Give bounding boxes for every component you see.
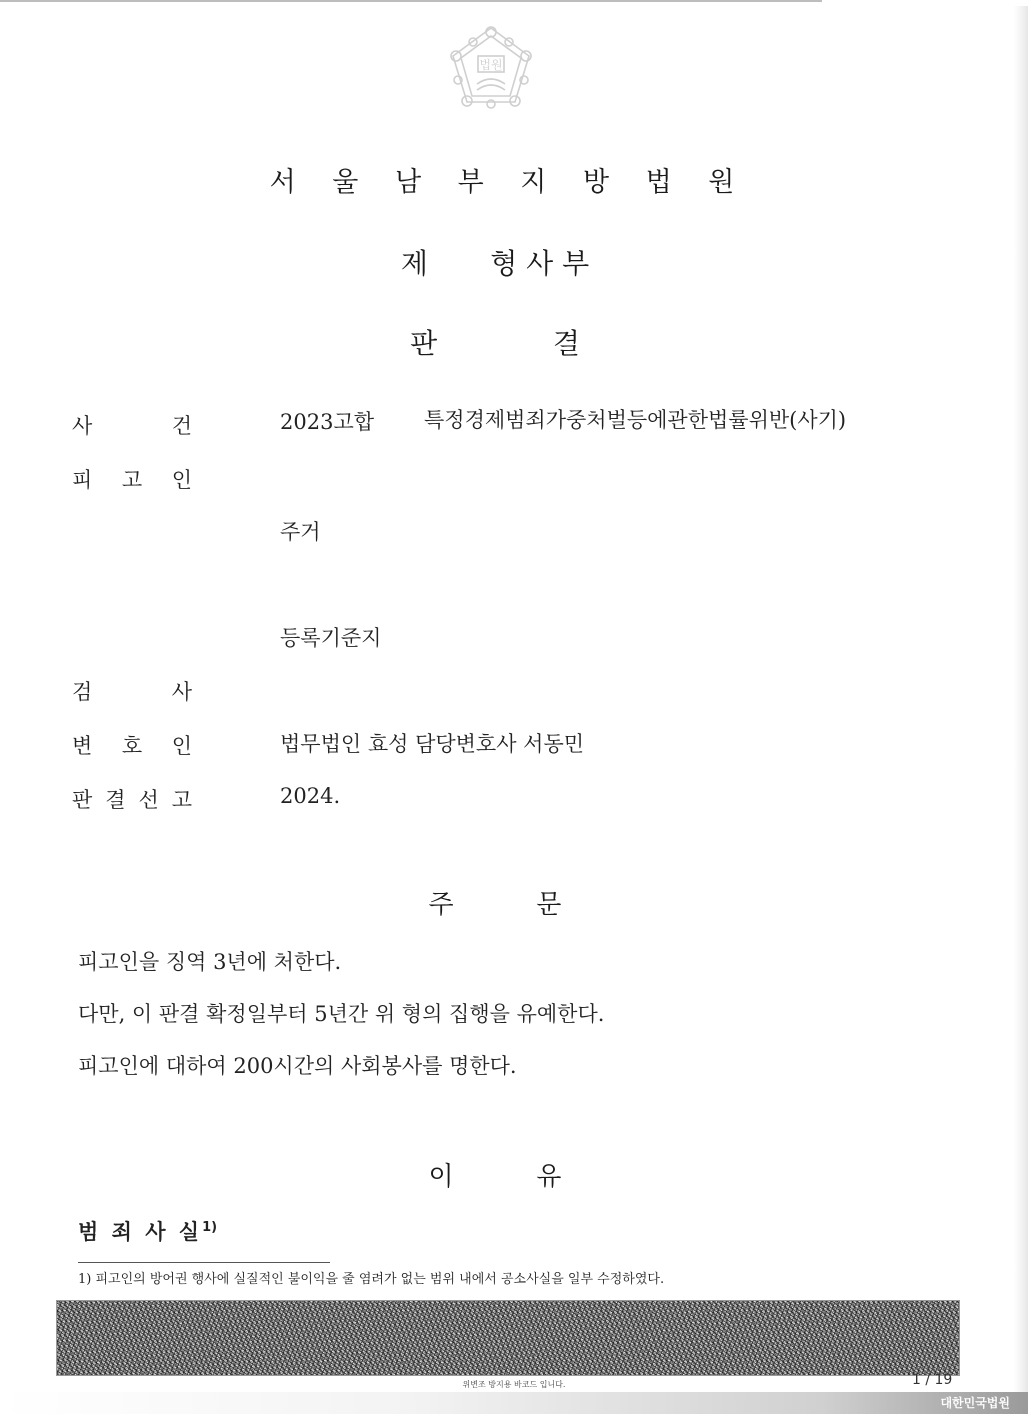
footnote-mark: 1) <box>202 1220 218 1235</box>
page-number: 1 / 19 <box>912 1372 953 1388</box>
registration-label: 등록기준지 <box>280 626 382 650</box>
crime-facts-heading: 범 죄 사 실$^{1)}$ <box>78 1220 218 1244</box>
case-number: 2023고합 <box>280 410 375 434</box>
order-line-2: 다만, 이 판결 확정일부터 5년간 위 형의 집행을 유예한다. <box>78 1002 605 1026</box>
sentencing-date-value: 2024. <box>280 784 341 808</box>
scan-edge-shadow <box>1014 6 1028 1410</box>
order-line-3: 피고인에 대하여 200시간의 사회봉사를 명한다. <box>78 1054 517 1078</box>
residence-label: 주거 <box>280 520 321 544</box>
footnote-text: 1) 피고인의 방어권 행사에 실질적인 불이익을 줄 염려가 없는 범위 내에서 공소사실을 일부 수정하였다. <box>78 1272 665 1287</box>
sentencing-date-label: 판 결 선 고 <box>72 788 192 812</box>
reasons-section-title: 이 유 <box>428 1162 562 1192</box>
order-line-1: 피고인을 징역 3년에 처한다. <box>78 950 342 974</box>
court-stamp-text: 대한민국법원 <box>940 1396 1010 1410</box>
order-section-title: 주 문 <box>428 890 562 920</box>
counsel-label: 변 호 인 <box>72 734 192 758</box>
emblem-text: 법원 <box>479 58 503 72</box>
department-name: 제 형 사 부 <box>400 247 590 280</box>
counsel-value: 법무법인 효성 담당변호사 서동민 <box>280 732 585 756</box>
prosecutor-label: 검 사 <box>72 680 192 704</box>
document-type-title: 판 결 <box>410 327 580 360</box>
bottom-shadow-bar <box>0 1392 1028 1414</box>
anti-forgery-barcode <box>56 1300 960 1376</box>
court-name: 서 울 남 부 지 방 법 원 <box>269 167 749 198</box>
footnote-divider <box>78 1262 330 1263</box>
defendant-label: 피 고 인 <box>72 468 192 492</box>
case-name: 특정경제범죄가중처벌등에관한법률위반(사기) <box>424 408 847 432</box>
top-rule <box>0 0 822 2</box>
case-label: 사 건 <box>72 414 192 438</box>
barcode-caption: 위변조 방지용 바코드 입니다. <box>462 1380 566 1389</box>
court-emblem-icon <box>449 24 533 110</box>
